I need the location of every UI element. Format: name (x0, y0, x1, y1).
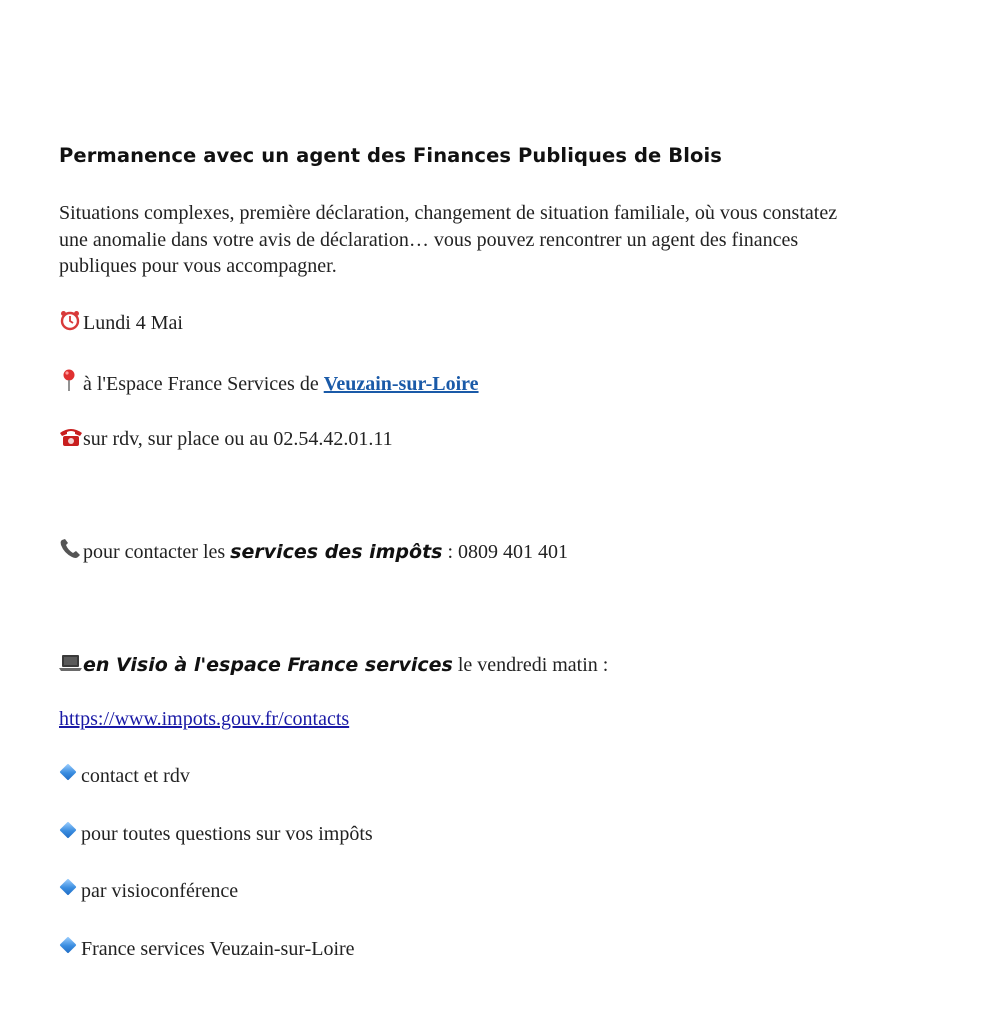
list-item-text: par visioconférence (81, 880, 239, 902)
visio-line (59, 651, 608, 678)
tax-contact-line (59, 538, 568, 565)
telephone-receiver-icon (59, 538, 83, 564)
alarm-clock-icon (59, 309, 83, 335)
intro-line: Situations complexes, première déclaration, changement de situation familiale, où vous constatez (59, 202, 838, 224)
pin-icon (59, 368, 83, 396)
url-line (59, 706, 349, 732)
blue-diamond-icon (60, 879, 77, 896)
blue-diamond-icon (60, 764, 77, 781)
visio-emphasis: en Visio à l'espace France services (83, 654, 453, 676)
location-link[interactable]: Veuzain-sur-Loire (323, 373, 479, 395)
rdv-line (59, 425, 393, 452)
blue-diamond-icon (60, 822, 77, 839)
tax-contact-suffix: : 0809 401 401 (442, 541, 569, 563)
telephone-icon (59, 425, 83, 451)
list-item (59, 878, 238, 904)
impots-contact-link[interactable]: https://www.impots.gouv.fr/contacts (59, 708, 350, 730)
visio-suffix: le vendredi matin : (452, 654, 609, 676)
list-item-text: contact et rdv (81, 765, 190, 787)
list-item-text: pour toutes questions sur vos impôts (81, 823, 373, 845)
date-line (59, 309, 183, 336)
intro-paragraph (59, 200, 969, 280)
tax-services-emphasis: services des impôts (230, 541, 443, 563)
list-item (59, 763, 190, 789)
list-item-text: France services Veuzain-sur-Loire (81, 938, 355, 960)
intro-line: publiques pour vous accompagner. (59, 255, 337, 277)
date-text: Lundi 4 Mai (83, 312, 183, 334)
rdv-text: sur rdv, sur place ou au 02.54.42.01.11 (83, 428, 393, 450)
location-line (59, 368, 479, 397)
list-item (59, 821, 373, 847)
list-item (59, 936, 355, 962)
location-prefix: à l'Espace France Services de (83, 373, 324, 395)
laptop-icon (59, 651, 83, 677)
blue-diamond-icon (60, 937, 77, 954)
intro-line: une anomalie dans votre avis de déclaration… vous pouvez rencontrer un agent des finances (59, 228, 799, 251)
page-title: Permanence avec un agent des Finances Publiques de Blois (59, 144, 722, 167)
tax-contact-prefix: pour contacter les (83, 541, 231, 563)
